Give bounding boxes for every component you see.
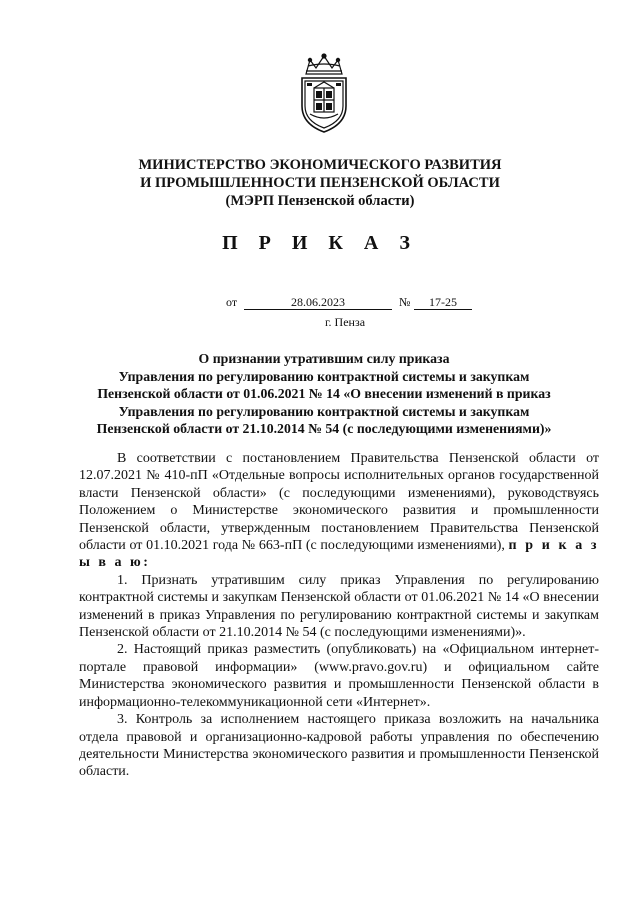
subject-line: Управления по регулированию контрактной системы и закупкам — [118, 403, 530, 419]
ministry-name-line2: И ПРОМЫШЛЕННОСТИ ПЕНЗЕНСКОЙ ОБЛАСТИ — [140, 175, 500, 191]
order-item-3: 3. Контроль за исполнением настоящего приказа возложить на начальника отдела правовой и организационно-кадровой работы управления по обеспечению деятельности Министерства экономического развития и промышленности Пензенской области. — [79, 712, 599, 780]
order-item-2: 2. Настоящий приказ разместить (опубликовать) на «Официальном интернет-портале правовой информации» (www.pravo.gov.ru) и официальном сайте Министерства экономического развития и промышленности Пензенской области в информационно-телекоммуникационной сети «Интернет». — [79, 642, 599, 710]
subject-line: Пензенской области от 01.06.2021 № 14 «О внесении изменений в приказ — [97, 386, 551, 401]
ministry-header — [0, 156, 640, 210]
document-type-title: П Р И К А З — [222, 232, 418, 254]
subject-line: О признании утратившим силу приказа — [198, 351, 450, 366]
number-label: № — [399, 295, 411, 309]
subject-line: Пензенской области от 21.10.2014 № 54 (с последующими изменениями)» — [96, 421, 552, 436]
order-body — [79, 450, 599, 781]
preamble-paragraph — [79, 450, 599, 572]
order-date: 28.06.2023 — [244, 295, 392, 310]
preamble-text: В соответствии с постановлением Правительства Пензенской области от 12.07.2021 № 410-пП «Отдельные вопросы исполнительных органов государственной власти Пензенской области» (с последующими изменениями), руководствуясь Положением о Министерстве экономического развития и промышленности Пензенской области, утвержденным постановлением Правительства Пензенской области от 01.10.2021 года № 663-пП (с последующими изменениями), — [79, 451, 599, 554]
date-label: от — [226, 295, 238, 309]
penza-coat-of-arms-icon — [296, 52, 352, 134]
order-subject — [74, 350, 574, 438]
order-word: п р и к а з ы в а ю: — [79, 538, 599, 571]
order-item-1: 1. Признать утратившим силу приказ Управления по регулированию контрактной системы и закупкам Пензенской области от 01.06.2021 № 14 «О внесении изменений в приказ Управления по регулированию контрактной системы и закупкам Пензенской области от 21.10.2014 № 54 (с последующими изменениями)». — [79, 572, 599, 641]
ministry-name-line1: МИНИСТЕРСТВО ЭКОНОМИЧЕСКОГО РАЗВИТИЯ — [138, 157, 502, 173]
city: г. Пенза — [324, 315, 366, 329]
ministry-short-name: (МЭРП Пензенской области) — [225, 193, 415, 209]
subject-line: Управления по регулированию контрактной системы и закупкам — [118, 368, 530, 384]
order-number: 17-25 — [414, 295, 472, 310]
